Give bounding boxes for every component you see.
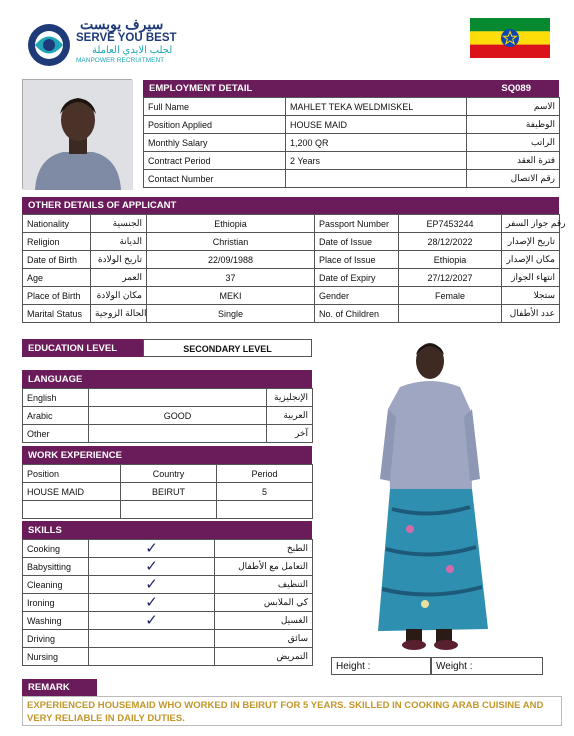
language-level: GOOD — [89, 407, 267, 425]
skill-name: Driving — [23, 630, 89, 648]
education-label: EDUCATION LEVEL — [22, 339, 143, 357]
detail-label-arabic: تاريخ الولادة — [91, 251, 147, 269]
detail-label-arabic: العمر — [91, 269, 147, 287]
brand-tagline: MANPOWER RECRUITMENT — [76, 57, 165, 64]
language-name: Arabic — [23, 407, 89, 425]
field-label-arabic: الاسم — [467, 98, 560, 116]
skill-name: Cleaning — [23, 576, 89, 594]
detail-label-arabic: رقم جواز السفر — [502, 215, 560, 233]
column-header: Country — [121, 465, 217, 483]
detail-label: Marital Status — [23, 305, 91, 323]
skill-row — [23, 576, 313, 594]
detail-value: 22/09/1988 — [147, 251, 315, 269]
checkmark-icon: ✓ — [89, 558, 215, 576]
field-label: Contract Period — [144, 152, 286, 170]
work-row — [23, 501, 313, 519]
field-label: Position Applied — [144, 116, 286, 134]
skill-name: Nursing — [23, 648, 89, 666]
applicant-portrait — [22, 79, 132, 189]
detail-label-arabic: الحالة الزوجية — [91, 305, 147, 323]
detail-label: Passport Number — [315, 215, 399, 233]
skill-name: Babysitting — [23, 558, 89, 576]
detail-label: No. of Children — [315, 305, 399, 323]
work-cell: BEIRUT — [121, 483, 217, 501]
skill-name: Ironing — [23, 594, 89, 612]
skill-row — [23, 594, 313, 612]
skill-name-arabic: التعامل مع الأطفال — [215, 558, 313, 576]
language-name: English — [23, 389, 89, 407]
education-value: SECONDARY LEVEL — [143, 339, 312, 357]
detail-label: Place of Issue — [315, 251, 399, 269]
detail-value: Ethiopia — [399, 251, 502, 269]
detail-label: Date of Birth — [23, 251, 91, 269]
brand-arabic-sub: لجلب الايدي العاملة — [92, 45, 173, 56]
field-value: 2 Years — [286, 152, 467, 170]
detail-label-arabic: تاريخ الإصدار — [502, 233, 560, 251]
checkmark-icon: ✓ — [89, 576, 215, 594]
language-level — [89, 425, 267, 443]
checkmark-icon: ✓ — [89, 540, 215, 558]
skill-name-arabic: سائق — [215, 630, 313, 648]
remark-text: EXPERIENCED HOUSEMAID WHO WORKED IN BEIRUT FOR 5 YEARS. SKILLED IN COOKING ARAB CUISINE AND VERY RELIABLE IN DAILY DUTIES. — [22, 696, 562, 726]
language-name: Other — [23, 425, 89, 443]
work-cell: 5 — [217, 483, 313, 501]
work-cell — [217, 501, 313, 519]
detail-value — [399, 305, 502, 323]
skill-row — [23, 648, 313, 666]
skills-header: SKILLS — [22, 521, 312, 539]
employment-row — [144, 170, 560, 188]
full-body-person-icon — [330, 339, 559, 654]
employment-row — [144, 116, 560, 134]
column-header: Position — [23, 465, 121, 483]
work-cell — [121, 501, 217, 519]
checkmark-icon — [89, 630, 215, 648]
field-label-arabic: الوظيفة — [467, 116, 560, 134]
skill-row — [23, 540, 313, 558]
logo-emblem-icon — [26, 22, 72, 68]
detail-row — [23, 251, 560, 269]
work-cell: HOUSE MAID — [23, 483, 121, 501]
detail-label: Place of Birth — [23, 287, 91, 305]
field-value: 1,200 QR — [286, 134, 467, 152]
skill-row — [23, 612, 313, 630]
skill-name-arabic: الغسيل — [215, 612, 313, 630]
field-label-arabic: الراتب — [467, 134, 560, 152]
detail-value: MEKI — [147, 287, 315, 305]
detail-row — [23, 305, 560, 323]
detail-label: Date of Issue — [315, 233, 399, 251]
detail-value: 37 — [147, 269, 315, 287]
skills-table — [22, 539, 313, 666]
field-label: Contact Number — [144, 170, 286, 188]
field-label: Monthly Salary — [144, 134, 286, 152]
height-field — [331, 657, 431, 675]
skill-row — [23, 630, 313, 648]
field-value: MAHLET TEKA WELDMISKEL — [286, 98, 467, 116]
work-table — [22, 464, 313, 519]
employment-row — [144, 152, 560, 170]
detail-label-arabic: ستجلا — [502, 287, 560, 305]
applicant-full-photo — [330, 339, 559, 654]
work-row — [23, 483, 313, 501]
language-table — [22, 388, 313, 443]
brand-arabic: سيرف يوبست — [80, 16, 164, 32]
column-header: Period — [217, 465, 313, 483]
detail-label-arabic: مكان الإصدار — [502, 251, 560, 269]
language-name-arabic: العربية — [267, 407, 313, 425]
field-label-arabic: فترة العقد — [467, 152, 560, 170]
detail-label: Date of Expiry — [315, 269, 399, 287]
detail-label-arabic: عدد الأطفال — [502, 305, 560, 323]
work-cell — [23, 501, 121, 519]
field-value — [286, 170, 467, 188]
detail-label: Gender — [315, 287, 399, 305]
weight-field — [431, 657, 543, 675]
language-name-arabic: آخر — [267, 425, 313, 443]
detail-value: EP7453244 — [399, 215, 502, 233]
language-row — [23, 389, 313, 407]
detail-label: Age — [23, 269, 91, 287]
skill-row — [23, 558, 313, 576]
detail-value: Single — [147, 305, 315, 323]
detail-row — [23, 215, 560, 233]
language-name-arabic: الإنجليزية — [267, 389, 313, 407]
detail-row — [23, 287, 560, 305]
detail-label-arabic: مكان الولادة — [91, 287, 147, 305]
employment-title: EMPLOYMENT DETAIL — [149, 83, 253, 94]
field-value: HOUSE MAID — [286, 116, 467, 134]
brand-name: SERVE YOU BEST — [76, 32, 177, 44]
skill-name-arabic: الطبخ — [215, 540, 313, 558]
detail-row — [23, 233, 560, 251]
detail-label-arabic: الديانة — [91, 233, 147, 251]
checkmark-icon — [89, 648, 215, 666]
skill-name-arabic: كي الملابس — [215, 594, 313, 612]
language-level — [89, 389, 267, 407]
language-row — [23, 425, 313, 443]
language-row — [23, 407, 313, 425]
remark-header: REMARK — [22, 679, 97, 696]
employment-header — [143, 80, 559, 97]
detail-label-arabic: الجنسية — [91, 215, 147, 233]
work-header-row — [23, 465, 313, 483]
detail-row — [23, 269, 560, 287]
ethiopia-flag-icon — [470, 18, 550, 58]
skill-name-arabic: التنظيف — [215, 576, 313, 594]
company-logo — [26, 16, 186, 68]
weight-label: Weight : — [436, 661, 473, 672]
checkmark-icon: ✓ — [89, 612, 215, 630]
height-label: Height : — [336, 661, 371, 672]
employment-row — [144, 134, 560, 152]
detail-label: Nationality — [23, 215, 91, 233]
checkmark-icon: ✓ — [89, 594, 215, 612]
detail-value: Ethiopia — [147, 215, 315, 233]
detail-value: 27/12/2027 — [399, 269, 502, 287]
detail-value: Female — [399, 287, 502, 305]
other-details-table — [22, 214, 566, 323]
employment-row — [144, 98, 560, 116]
work-experience-header: WORK EXPERIENCE — [22, 446, 312, 464]
field-label-arabic: رقم الاتصال — [467, 170, 560, 188]
detail-label: Religion — [23, 233, 91, 251]
detail-value: 28/12/2022 — [399, 233, 502, 251]
skill-name: Washing — [23, 612, 89, 630]
field-label: Full Name — [144, 98, 286, 116]
detail-value: Christian — [147, 233, 315, 251]
detail-label-arabic: انتهاء الجواز — [502, 269, 560, 287]
employment-code: SQ089 — [501, 83, 531, 94]
employment-table — [143, 97, 560, 188]
skill-name-arabic: التمريض — [215, 648, 313, 666]
language-header: LANGUAGE — [22, 370, 312, 388]
skill-name: Cooking — [23, 540, 89, 558]
other-details-header: OTHER DETAILS OF APPLICANT — [22, 197, 559, 214]
portrait-person-icon — [23, 80, 133, 190]
